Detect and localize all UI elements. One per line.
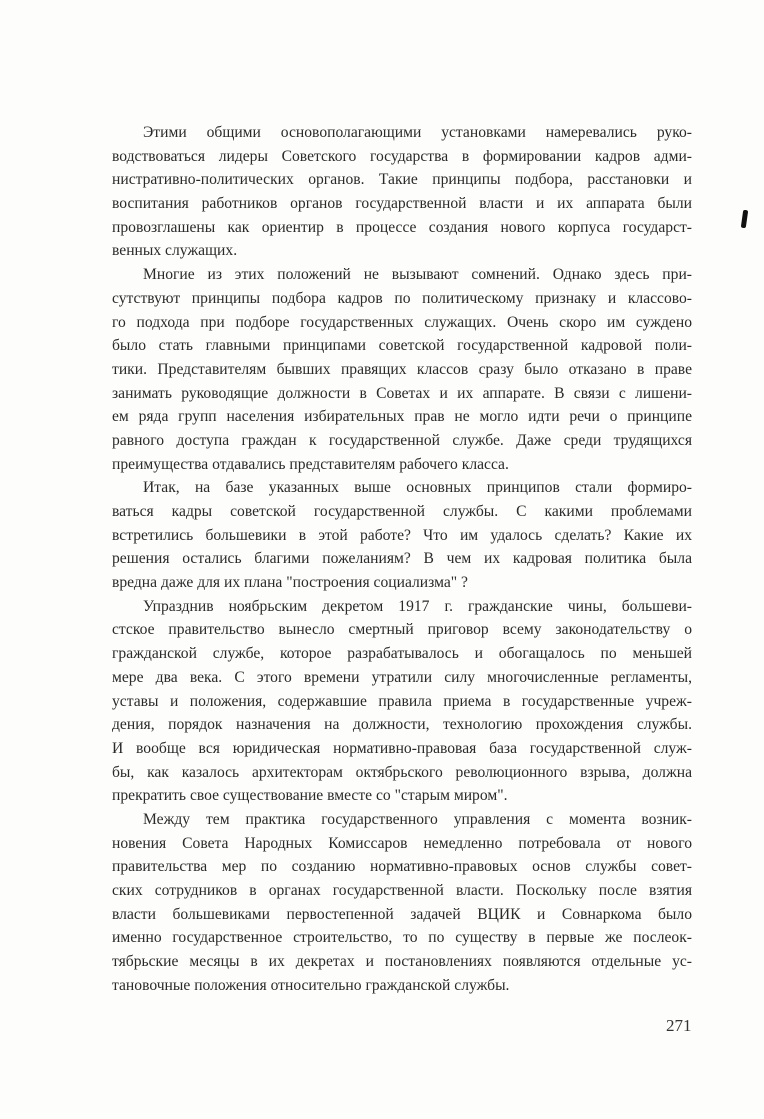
text-line: сутствуют принципы подбора кадров по политическому признаку и классово- (112, 289, 692, 307)
text-line: водствоваться лидеры Советского государства в формировании кадров адми- (112, 147, 692, 165)
text-line: бы, как казалось архитекторам октябрьского революционного взрыва, должна (112, 763, 692, 781)
text-line: преимущества отдавались представителям рабочего класса. (112, 455, 509, 473)
text-line: го подхода при подборе государственных служащих. Очень скоро им суждено (112, 313, 692, 331)
text-line: Итак, на базе указанных выше основных принципов стали формиро- (143, 479, 692, 497)
text-line: мере два века. С этого времени утратили силу многочисленные регламенты, (112, 668, 692, 686)
text-line: венных служащих. (112, 242, 238, 260)
paragraph (112, 263, 692, 476)
text-line: Этими общими основополагающими установками намеревались руко- (143, 124, 692, 141)
text-line: стское правительство вынесло смертный приговор всему законодательству о (112, 621, 692, 639)
paragraph (112, 808, 692, 998)
paragraph (112, 121, 692, 263)
text-line: провозглашены как ориентир в процессе создания нового корпуса государст- (112, 218, 692, 236)
text-line: прекратить свое существование вместе со "старым миром". (112, 787, 508, 805)
text-line: гражданской службе, которое разрабатывалось и обогащалось по меньшей (112, 645, 692, 663)
paragraph (112, 476, 692, 594)
scan-mark (741, 210, 748, 229)
text-line: ваться кадры советской государственной службы. С какими проблемами (112, 503, 692, 520)
text-line: решения остались благими пожеланиям? В чем их кадровая политика была (112, 550, 692, 568)
text-line: Многие из этих положений не вызывают сомнений. Однако здесь при- (143, 266, 692, 284)
text-line: дения, порядок назначения на должности, технологию прохождения службы. (112, 716, 692, 734)
text-line: воспитания работников органов государственной власти и их аппарата были (112, 195, 692, 213)
text-line: Упразднив ноябрьским декретом 1917 г. гражданские чины, большеви- (143, 597, 692, 615)
text-line: было стать главными принципами советской государственной кадровой поли- (112, 337, 692, 355)
text-line: уставы и положения, содержавшие правила приема в государственные учреж- (112, 692, 692, 710)
text-line: новения Совета Народных Комиссаров немедленно потребовала от нового (112, 834, 692, 852)
text-line: Между тем практика государственного управления с момента возник- (143, 810, 692, 828)
text-line: встретились большевики в этой работе? Что им удалось сделать? Какие их (112, 526, 692, 544)
body-text (112, 121, 692, 997)
text-line: тики. Представителям бывших правящих классов сразу было отказано в праве (112, 360, 692, 378)
paragraph (112, 595, 692, 808)
text-line: тановочные положения относительно гражданской службы. (112, 976, 510, 994)
text-line: правительства мер по созданию нормативно-правовых основ службы совет- (112, 858, 692, 876)
text-line: ем ряда групп населения избирательных прав не могло идти речи о принципе (112, 408, 692, 426)
text-line: равного доступа граждан к государственной службе. Даже среди трудящихся (112, 431, 692, 449)
text-line: вредна даже для их плана "построения социализма" ? (112, 574, 468, 592)
text-line: тябрьские месяцы в их декретах и постановлениях появляются отдельные ус- (112, 953, 692, 971)
page-number: 271 (666, 1016, 692, 1035)
text-line: нистративно-политических органов. Такие принципы подбора, расстановки и (112, 171, 692, 189)
text-line: ских сотрудников в органах государственной власти. Поскольку после взятия (112, 882, 692, 899)
text-line: занимать руководящие должности в Советах и их аппарате. В связи с лишени- (112, 384, 692, 402)
text-line: И вообще вся юридическая нормативно-правовая база государственной служ- (112, 739, 692, 757)
text-line: именно государственное строительство, то по существу в первые же послеок- (112, 929, 692, 947)
text-line: власти большевиками первостепенной задачей ВЦИК и Совнаркома было (112, 905, 692, 923)
